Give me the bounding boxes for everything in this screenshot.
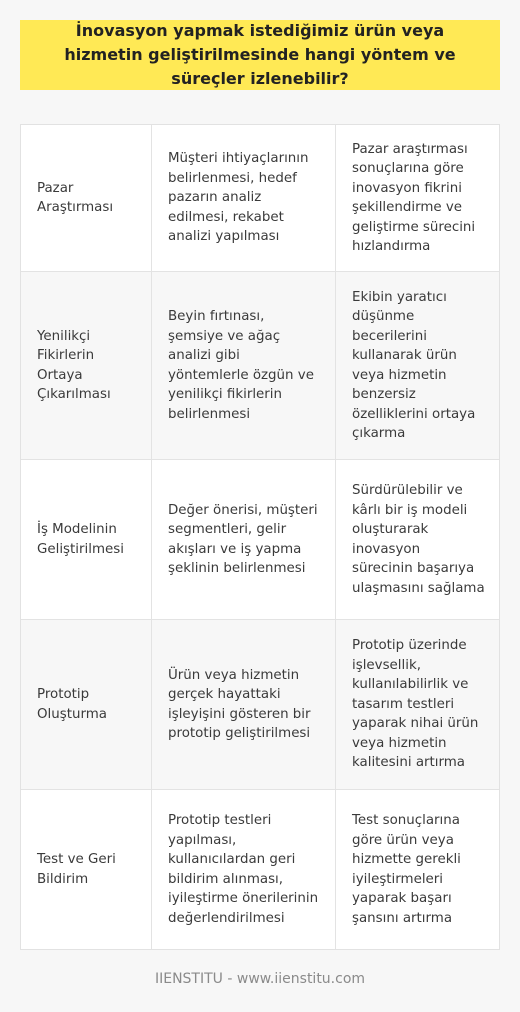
description-cell: Prototip testleri yapılması, kullanıcılardan geri bildirim alınması, iyileştirme önerilerinin değerlendirilmesi xyxy=(151,790,335,949)
footer-credit: IIENSTITU - www.iienstitu.com xyxy=(154,971,366,987)
benefit-cell: Test sonuçlarına göre ürün veya hizmette gerekli iyileştirmeleri yaparak başarı şansını artırma xyxy=(335,790,499,949)
step-cell: Prototip Oluşturma xyxy=(37,687,107,722)
table-row xyxy=(21,619,499,789)
benefit-cell: Pazar araştırması sonuçlarına göre inovasyon fikrini şekillendirme ve geliştirme sürecini hızlandırma xyxy=(335,125,499,271)
page-title: İnovasyon yapmak istediğimiz ürün veya hizmetin geliştirilmesinde hangi yöntem ve süreçler izlenebilir? xyxy=(64,21,456,88)
benefit-cell: Ekibin yaratıcı düşünme becerilerini kullanarak ürün veya hizmetin benzersiz özelliklerini ortaya çıkarma xyxy=(335,272,499,459)
methods-table xyxy=(20,124,500,950)
step-cell: Pazar Araştırması xyxy=(37,180,114,215)
title-banner xyxy=(20,20,500,90)
description-cell: Ürün veya hizmetin gerçek hayattaki işleyişini gösteren bir prototip geliştirilmesi xyxy=(151,620,335,789)
benefit-cell: Prototip üzerinde işlevsellik, kullanılabilirlik ve tasarım testleri yaparak nihai ürün veya hizmetin kalitesini artırma xyxy=(335,620,499,789)
description-cell: Beyin fırtınası, şemsiye ve ağaç analizi gibi yöntemlerle özgün ve yenilikçi fikirlerin belirlenmesi xyxy=(151,272,335,459)
table-row xyxy=(21,789,499,949)
description-cell: Müşteri ihtiyaçlarının belirlenmesi, hedef pazarın analiz edilmesi, rekabet analizi yapılması xyxy=(151,125,335,271)
table-row xyxy=(21,125,499,271)
benefit-cell: Sürdürülebilir ve kârlı bir iş modeli oluşturarak inovasyon sürecinin başarıya ulaşmasını sağlama xyxy=(335,460,499,619)
table-row xyxy=(21,271,499,459)
description-cell: Değer önerisi, müşteri segmentleri, gelir akışları ve iş yapma şeklinin belirlenmesi xyxy=(151,460,335,619)
step-cell: İş Modelinin Geliştirilmesi xyxy=(37,522,124,557)
table-row xyxy=(21,459,499,619)
step-cell: Yenilikçi Fikirlerin Ortaya Çıkarılması xyxy=(37,328,111,402)
step-cell: Test ve Geri Bildirim xyxy=(37,852,116,887)
